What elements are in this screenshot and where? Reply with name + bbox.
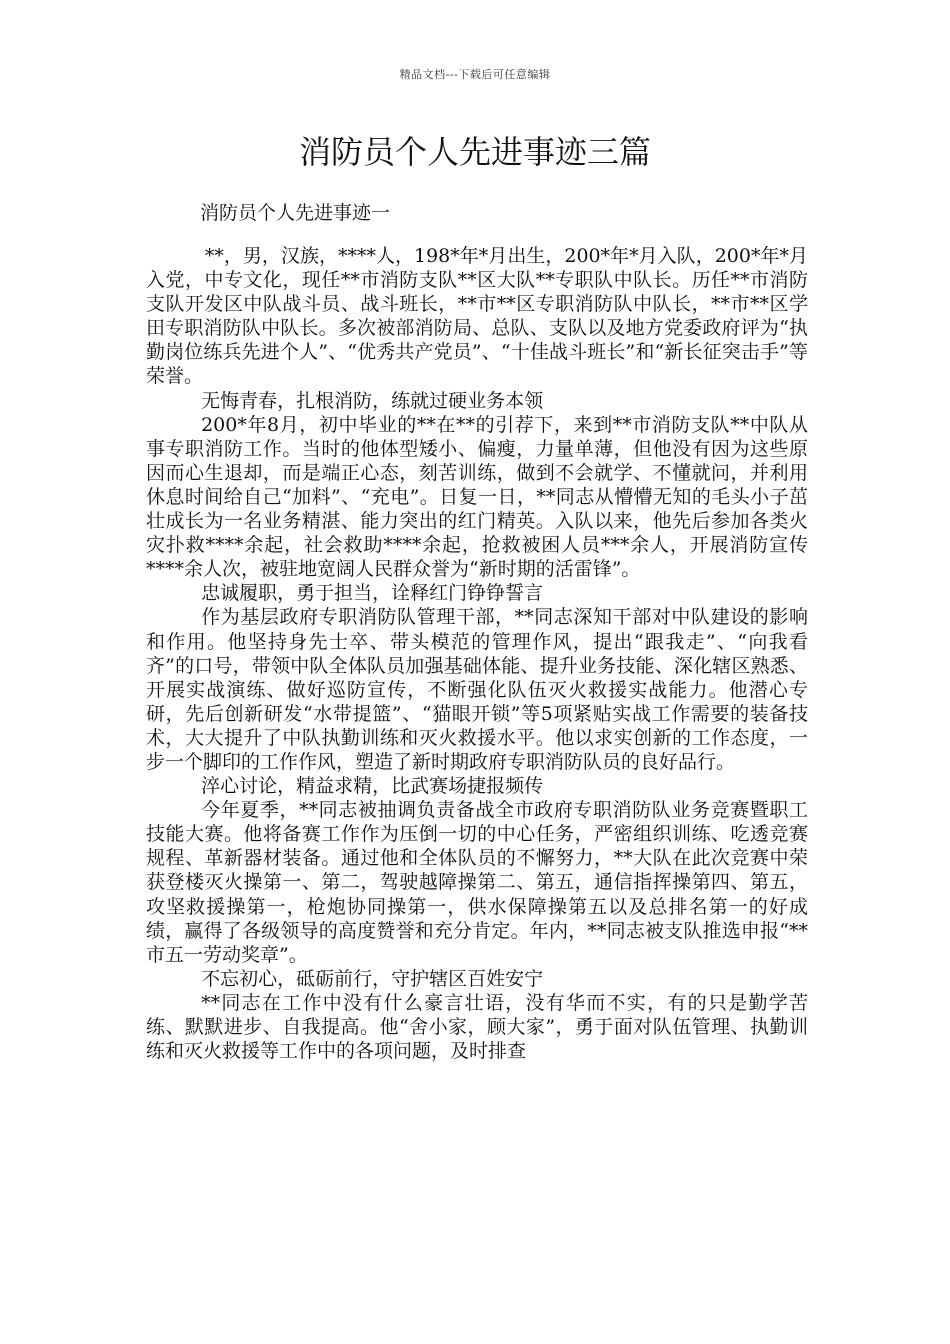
paragraph: 200*年8月，初中毕业的**在**的引荐下，来到**市消防支队**中队从事专职消防工作。当时的他体型矮小、偏瘦，力量单薄，但他没有因为这些原因而心生退却，而是端正心态，刻苦训练，做到不会就学、不懂就问，并利用休息时间给自己“加料”、“充电”。日复一日，**同志从懵懵无知的毛头小子茁壮成长为一名业务精湛、能力突出的红门精英。入队以来，他先后参加各类火灾扑救****余起，社会救助****余起，抢救被困人员***余人，开展消防宣传****余人次，被驻地宽阔人民群众誉为“新时期的活雷锋”。	[146, 413, 808, 581]
section-heading: 淬心讨论，精益求精，比武赛场捷报频传	[201, 775, 544, 798]
paragraph: 今年夏季，**同志被抽调负责备战全市政府专职消防队业务竞赛暨职工技能大赛。他将备赛工作作为压倒一切的中心任务，严密组织训练、吃透竞赛规程、革新器材装备。通过他和全体队员的不懈努力，**大队在此次竞赛中荣获登楼灭火操第一、第二，驾驶越障操第二、第五，通信指挥操第四、第五，攻坚救援操第一，枪炮协同操第一，供水保障操第五以及总排名第一的好成绩，赢得了各级领导的高度赞誉和充分肯定。年内，**同志被支队推选申报“**市五一劳动奖章”。	[146, 799, 808, 966]
document-body	[146, 244, 808, 1063]
header-note: 精品文档---下载后可任意编辑	[399, 68, 551, 81]
paragraph: **，男，汉族，****人，198*年*月出生，200*年*月入队，200*年*月入党，中专文化，现任**市消防支队**区大队**专职队中队长。历任**市消防支队开发区中队战斗员、战斗班长，**市**区专职消防队中队长，**市**区学田专职消防队中队长。多次被部消防局、总队、支队以及地方党委政府评为“执勤岗位练兵先进个人”、“优秀共产党员”、“十佳战斗班长”和“新长征突击手”等荣誉。	[146, 245, 808, 388]
paragraph: **同志在工作中没有什么豪言壮语，没有华而不实，有的只是勤学苦练、默默进步、自我提高。他“舍小家，顾大家”，勇于面对队伍管理、执勤训练和灭火救援等工作中的各项问题，及时排查	[146, 991, 808, 1063]
section-heading: 忠诚履职，勇于担当，诠释红门铮铮誓言	[201, 582, 544, 605]
document-title: 消防员个人先进事迹三篇	[298, 133, 651, 171]
section-subtitle: 消防员个人先进事迹一	[200, 202, 391, 224]
section-heading: 无悔青春，扎根消防，练就过硬业务本领	[201, 389, 544, 412]
paragraph: 作为基层政府专职消防队管理干部，**同志深知干部对中队建设的影响和作用。他坚持身先士卒、带头模范的管理作风，提出“跟我走”、“向我看齐”的口号，带领中队全体队员加强基础体能、提升业务技能、深化辖区熟悉、开展实战演练、做好巡防宣传，不断强化队伍灭火救援实战能力。他潜心专研，先后创新研发“水带提篮”、“猫眼开锁”等5项紧贴实战工作需要的装备技术，大大提升了中队执勤训练和灭火救援水平。他以求实创新的工作态度，一步一个脚印的工作作风，塑造了新时期政府专职消防队员的良好品行。	[146, 606, 808, 773]
section-heading: 不忘初心，砥砺前行，守护辖区百姓安宁	[201, 967, 544, 990]
